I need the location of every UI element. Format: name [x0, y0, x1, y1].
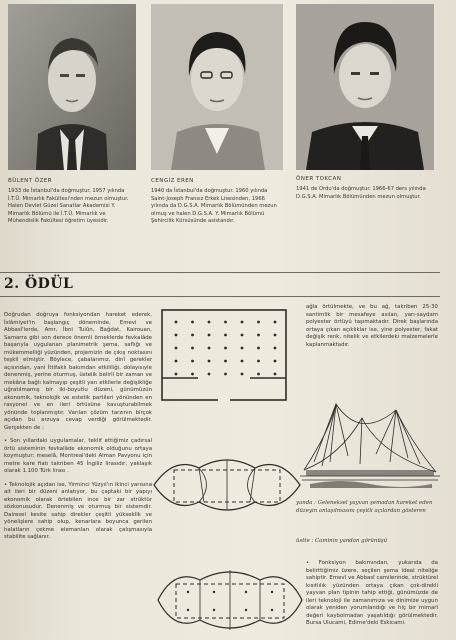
- column-dot: [241, 360, 244, 363]
- column-dot: [274, 347, 277, 350]
- roof-plan-diagram: [144, 448, 310, 522]
- column-dot: [224, 334, 227, 337]
- section-rule-bottom: [0, 296, 440, 297]
- column-dot: [175, 360, 178, 363]
- column-dot: [175, 334, 178, 337]
- article-left-column: [4, 312, 152, 548]
- person-name: BÜLENT ÖZER: [8, 178, 53, 184]
- column-dot: [191, 347, 194, 350]
- roof-plan-diagram-2: [150, 560, 310, 638]
- column-dot: [257, 373, 260, 376]
- column-dot: [191, 321, 194, 324]
- column-dot: [175, 321, 178, 324]
- article-bullet: • Teknolojik açıdan ise, Yirminci Yüzyıl'ın ikinci yarısına ait ileri bir düzeni anlatıyor, bu çaptaki bir yapıyı ekonomik olarak örtebilen ince bir zar strüktür sözkonusudur. Denenmiş ve oturmuş bir sistemdir. Dairesel kesite sahip direkler çeşitli yükseklik ve yönelişlere sahip olup, kenarlara boyunca gerilen halatların çekme elemanları olarak çalışmasıyla stabilite sağlanır.: [4, 481, 152, 540]
- column-dot: [241, 321, 244, 324]
- bio-cengiz-eren: [151, 178, 283, 225]
- column-dot: [274, 334, 277, 337]
- column-dot: [175, 347, 178, 350]
- column-dot: [241, 347, 244, 350]
- bio-oner-tokcan: [296, 176, 436, 201]
- column-dot: [208, 334, 211, 337]
- portrait-photo-oner-tokcan: [296, 4, 434, 170]
- column-dot: [257, 347, 260, 350]
- bio-bulent-ozer: [8, 178, 136, 225]
- person-name: CENGİZ EREN: [151, 178, 194, 184]
- column-dot: [191, 360, 194, 363]
- column-dot: [241, 334, 244, 337]
- person-bio: 1941 de Ordu'da doğmuştur. 1966-67 ders yılında D.G.S.A. Mimarlık Bölümünden mezun olmuştur.: [296, 186, 426, 200]
- column-dot: [257, 334, 260, 337]
- column-dot: [191, 373, 194, 376]
- tent-structure-sketch: [300, 400, 440, 492]
- section-title: 2. ÖDÜL: [4, 276, 74, 292]
- column-dot: [274, 373, 277, 376]
- section-rule-top: [0, 272, 440, 273]
- column-dot: [208, 347, 211, 350]
- portrait-photo-bulent-ozer: [8, 4, 136, 170]
- column-dot: [224, 360, 227, 363]
- column-dot: [224, 347, 227, 350]
- article-bullet: • Son yıllardaki uygulamalar, teklif ettiğimiz çadırsal örtü sisteminin fevkalâde ekonomik olduğunu ortaya koymuştur; meselâ, Montreal'deki Alman Pavyonu için metre kare fiatı takriben 45 İngiliz lirasıdır, yaklaşık olarak 1.100 Türk lirası .: [4, 438, 152, 474]
- plan-diagram: [158, 306, 290, 406]
- column-dot: [224, 321, 227, 324]
- column-dot: [224, 373, 227, 376]
- column-dot: [241, 373, 244, 376]
- article-right-column-top: ağla örtülmekte, ve bu ağ, takriben 25-30 santimlik bir mesafeye asılan, yarı-saydam polyester örtüyü taşımaktadır. Direk başlarında ortaya çıkan açıklıklar ise, yine polyester, fakat değişik renk, nitelik ve etkilerdeki malzemelerle kaplanmaktadır.: [306, 304, 438, 348]
- person-bio: 1933 de İstanbul'da doğmuştur. 1957 yılında İ.T.Ü. Mimarlık Fakültesi'nden mezun olmuştur. Halen Devlet Güzel Sanatlar Akademisi Y. Mimarlık Bölümü ile İ.T.Ü. Mimarlık ve Mühendislik Fakültesi öğretim üyesidir.: [8, 188, 129, 225]
- person-name: ÖNER TOKCAN: [296, 176, 342, 182]
- sketch-caption-2: üstte : Caminin yandan görünüşü: [296, 538, 388, 544]
- column-dot: [175, 373, 178, 376]
- column-dot: [208, 360, 211, 363]
- column-dot: [208, 321, 211, 324]
- sketch-caption: yanda : Geleneksel yayvan şemadan hareket eden düzeyin anlaşılmasını çeşitli açılardan gösteren: [296, 500, 433, 514]
- column-dot: [191, 334, 194, 337]
- column-dot: [257, 321, 260, 324]
- column-dot: [274, 321, 277, 324]
- article-intro: Doğrudan doğruya fonksiyondan hareket ederek, İslâmiyet'in başlangıç döneminde, Emevi ve Abbasî'lerde, Amr, İbni Tulûn, Bağdat, Kairouan, Samarra gibi son derece önemli örneklerde fevkalâde başarıyla uygulanan planimetrik şema, saflığı ve mükemmelliği yüzünden, projemizin de çıkış noktasını teşkil etmiştir. Böylece, çabalarımız, dinî gerekler açısından, yani İttifaklı bakımdan etkililiği, dolayısıyle denenmiş, yerine oturmuş, üstelik belirli bir zaman ve mekâna bağlı kalmayıp çeşitli yan etkilerle değişikliğe uğratılmamış bir iki-boyutlu düzeni, günümüzün ekonomik, teknolojik ve estetik partileri yönünden en rasyonel ve en ileri örtüsüne kavuşturabilmek yönünde toplanmıştır. Varılan çözüm tarzının birçok açıdan bu arzuya cevap verdiği görülmektedir. Gerçekten de :: [4, 312, 152, 431]
- column-dot: [274, 360, 277, 363]
- portrait-photo-cengiz-eren: [151, 4, 283, 170]
- person-bio: 1940 da İstanbul'da doğmuştur. 1960 yılında Saint-Joseph Fransız Erkek Lisesinden, 1966 yılında da D.G.S.A. Mimarlık Bölümünden mezun olmuş ve halen D.G.S.A. Y. Mimarlık Bölümü Şehircilik Kürsüsünde asistandır.: [151, 188, 277, 225]
- column-dot: [257, 360, 260, 363]
- article-right-column-bottom: • Fonksiyon bakımından, yukarıda da belirttiğimiz üzere, seçilen şema ideal niteliğe sahiptir. Emevî ve Abbasî camilerinde, strüktürel kısıtlılık yüzünden ortaya çıkan çok-direkli yayvan plan tipinin tahip ettiği, günümüzde de ileri teknoloji ile zamanımıza ve dinimize uygun olarak yeniden yorumlandığı ve hiç bir mimarî değeri kaybolmadan yaşatıldığı görülmektedir. Bursa Ulucami, Edirne'deki Eskicami.: [306, 560, 438, 626]
- column-dot: [208, 373, 211, 376]
